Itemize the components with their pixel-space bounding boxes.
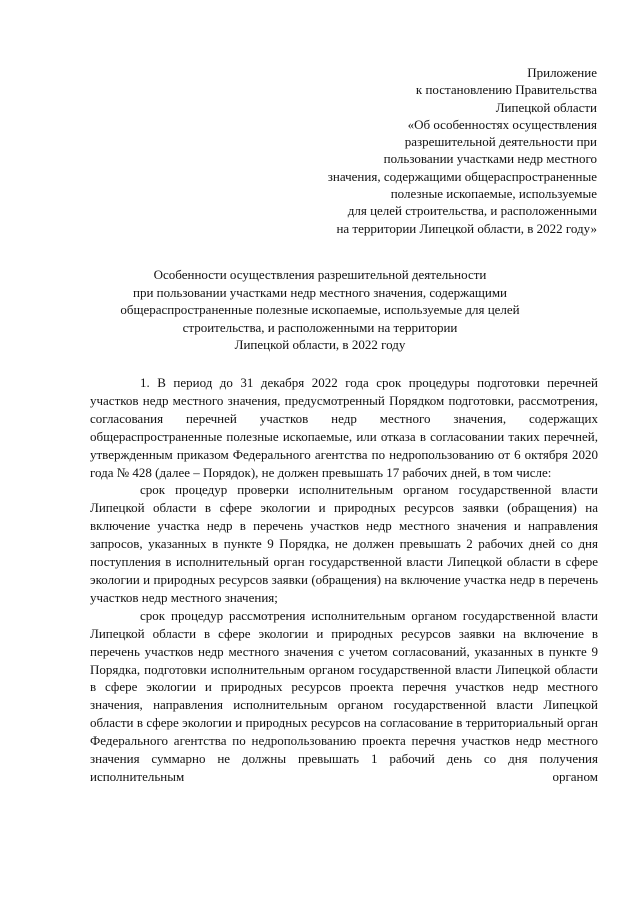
appendix-line: на территории Липецкой области, в 2022 году» xyxy=(336,220,597,236)
appendix-line: к постановлению Правительства xyxy=(415,82,597,98)
appendix-line: Липецкой области xyxy=(495,99,597,115)
document-body xyxy=(90,374,598,786)
appendix-line: «Об особенностях осуществления xyxy=(407,116,597,132)
title-line: Особенности осуществления разрешительной деятельности xyxy=(153,267,487,282)
title-line: общераспространенные полезные ископаемые, используемые для целей xyxy=(120,302,520,318)
document-title xyxy=(60,266,580,354)
appendix-line: Приложение xyxy=(527,65,597,80)
appendix-line: полезные ископаемые, используемые xyxy=(390,186,597,202)
title-line: при пользовании участками недр местного значения, содержащими xyxy=(133,284,507,300)
appendix-line: для целей строительства, и расположенными xyxy=(347,203,597,219)
paragraph-1: 1. В период до 31 декабря 2022 года срок процедуры подготовки перечней участков недр местного значения, предусмотренный Порядком подготовки, рассмотрения, согласования перечней участков недр местного значения, содержащих общераспространенные полезные ископаемые, или отказа в согласовании таких перечней, утвержденным приказом Федерального агентства по недропользованию от 6 октября 2020 года № 428 (далее – Порядок), не должен превышать 17 рабочих дней, в том числе: xyxy=(90,375,598,480)
appendix-line: разрешительной деятельности при xyxy=(404,134,597,150)
paragraph-2: срок процедур проверки исполнительным органом государственной власти Липецкой области в сфере экологии и природных ресурсов заявки (обращения) на включение участка недр в перечень участков недр местного значения и направления запросов, указанных в пункте 9 Порядка, не должен превышать 2 рабочих дней со дня поступления в исполнительный орган государственной власти Липецкой области в сфере экологии и природных ресурсов заявки (обращения) на включение участка недр в перечень участков недр местного значения; xyxy=(90,482,598,605)
paragraph-3: срок процедур рассмотрения исполнительным органом государственной власти Липецкой области в сфере экологии и природных ресурсов заявки на включение в перечень участков недр местного значения с учетом согласований, указанных в пункте 9 Порядка, подготовки исполнительным органом государственной власти Липецкой области в сфере экологии и природных ресурсов проекта перечня участков недр местного значения, направления исполнительным органом государственной власти Липецкой области в сфере экологии и природных ресурсов на согласование в территориальный орган Федерального агентства по недропользованию проекта перечня участков недр местного значения суммарно не должны превышать 1 рабочий день со дня получения исполнительным органом xyxy=(90,607,598,784)
appendix-header xyxy=(328,64,597,237)
title-line: строительства, и расположенными на территории xyxy=(182,319,458,335)
appendix-line: пользовании участками недр местного xyxy=(383,151,597,167)
appendix-line: значения, содержащими общераспространенные xyxy=(327,168,597,184)
title-line: Липецкой области, в 2022 году xyxy=(234,337,406,353)
